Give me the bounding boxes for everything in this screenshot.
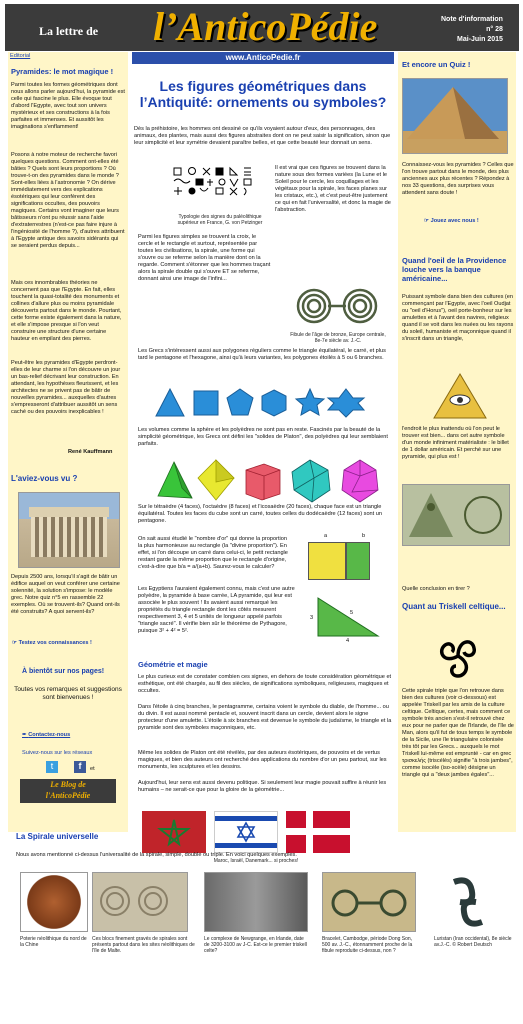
israel-stripe-top — [215, 816, 277, 821]
israel-flag — [214, 811, 278, 853]
geometry-p1: Le plus curieux est de constater combien ces signes, en dehors de toute considération géométrique et esthétique, ont été chargés, au fil des siècles, de significations symboliques, religieuses, magiques et occultes. — [138, 674, 392, 694]
spiral-text: Parmi les figures simples se trouvent la croix, le cercle et le rectangle et surtout, représentée par toutes les civilisations, la spirale, une forme qui s'ouvre ou se referme selon la manière dont on la regarde. Comment s'étonner que les hommes traçant alors la spirale double qui s'ouvre ET se referme, donnant ainsi une image de l'infini... — [138, 234, 271, 282]
issue-number: n° 28 — [486, 26, 503, 33]
polygons-svg — [154, 386, 370, 420]
denmark-cross-h — [286, 828, 350, 835]
pediment-shape — [29, 507, 109, 517]
suggestions-text: Toutes vos remarques et suggestions sont bienvenues ! — [14, 686, 122, 701]
eye-providence-title: Quand l'oeil de la Providence louche vers la banque américaine... — [402, 256, 507, 283]
luristan-object-photo[interactable] — [434, 872, 504, 932]
label-5: 5 — [350, 610, 354, 616]
geometry-p2: Dans l'étoile à cinq branches, le pentagramme, certains voient le symbole du diable, de l'homme... ou du divin. Il est aussi nommé pentacle et, souvent inscrit dans un cercle, devient alors le signe protecteur d'une amulette. L'étoile à six branches est devenue le symbole du judaïsme, le triangle et la pyramide sont des symboles maçonniques, etc. — [138, 704, 392, 731]
aviez-vous-vu-text: Depuis 2500 ans, lorsqu'il s'agit de bâtir un édifice auquel on veut conférer une certaine solennité, la solution s'impose: le modèle grec. Notre quiz n°5 en rassemble 22 exemples. Où se trouvent-ils? Quand ont-ils été construits? A quoi servent-ils? — [11, 574, 120, 615]
editorial-p4: Peut-être les pyramides d'Egypte perdront-elles de leur charme si l'on découvre un jour un bas-relief décrivant leur construction. En attendant, les hypothèses fleurissent, et les architectes ne se privent pas de bâtir de nouvelles pyramides... auxquelles d'autres s'empresseront d'attribuer aussitôt un sens caché ou des pouvoirs inexplicables ! — [11, 360, 121, 415]
bracelet-svg — [323, 873, 415, 931]
right-sidebar — [398, 52, 516, 832]
left-sidebar — [8, 52, 128, 832]
contact-link[interactable] — [22, 732, 70, 739]
cambodia-bracelet-photo[interactable] — [322, 872, 416, 932]
site-logo[interactable]: l’AnticoPédie — [153, 4, 378, 49]
social-text: Suivez-nous sur les réseaux — [22, 750, 93, 756]
triskell-text: Cette spirale triple que l'on retrouve dans bien des cultures (voir ci-dessous) est appelée Triskell par les amis de la culture celtique. Celtique, certes, mais comment ce symbole très ancien s'est-il retrouvé chez eux pour ne parler que de l'Irlande, de l'île de Man, alors qu'il fut de tous temps le symbole de la Sicile, une île triangulaire colonisée très tôt par les Grecs... auxquels le mot Triskell lui-même est emprunté - car en grec τρισκελής (triscélès) signifie "à trois jambes", comme isocèle (iso-scèle) désigne un triangle qui a "deux jambes égales"... — [402, 688, 514, 778]
quiz-title: Et encore un Quiz ! — [402, 60, 471, 69]
fibula-image[interactable] — [290, 280, 384, 332]
dollar-text: l'endroit le plus inattendu où l'on peut le trouver est bien... dans cet autre symbole d'un monde infiniment matérialiste : le billet de 1 dollar américain. Et perché sur une pyramide, qui plus est ! — [402, 426, 509, 460]
malta-spirals — [93, 873, 187, 931]
label-3: 3 — [310, 615, 314, 621]
editorial-p3: Mais ces innombrables théories ne concernent pas que l'Egypte. En fait, elles touchent la quasi-totalité des monuments et collines d'allure plus ou moins pyramidale découverts partout dans le monde. Pourtant, cette forme existe également dans la nature, et elle s'impose presque si l'on veut construire une structure d'une certaine hauteur en empilant des pierres. — [11, 280, 122, 342]
tetrahedron-text: Sur le tétraèdre (4 faces), l'octaèdre (8 faces) et l'icosaèdre (20 faces), chaque face est un triangle équilatéral. Toutes les faces du cube sont un carré, toutes celles du dodécaèdre (12 faces) sont un pentagone. — [138, 504, 382, 524]
editorial-title: Pyramides: le mot magique ! — [11, 67, 114, 76]
solids-svg — [154, 458, 380, 504]
fibula-caption: Fibule de l'âge de bronze, Europe centrale, 8e-7e siècle av. J.-C. — [290, 332, 386, 344]
eye-triangle-icon — [432, 372, 488, 422]
label-4: 4 — [346, 638, 350, 644]
issue-line1: Note d'information — [441, 16, 503, 23]
columns-shape — [31, 517, 107, 557]
geometry-magic-title: Géométrie et magie — [138, 660, 208, 669]
testez-label: Testez vos connaissances ! — [18, 640, 92, 646]
header-banner — [5, 4, 519, 51]
play-link[interactable] — [424, 218, 479, 225]
paleolithic-signs-figure — [170, 165, 266, 211]
editorial-p1: Parmi toutes les formes géométriques dont nous allons parler aujourd'hui, la pyramide est celle qui fascine le plus. Elle évoque tout d'abord l'Egypte, avec tout son univers mystérieux et ses constructions à la fois parfaites et immenses. Et aussitôt les imaginations s'enflamment! — [11, 82, 125, 130]
triskell-title: Quant au Triskell celtique... — [402, 602, 506, 611]
eye-svg — [432, 372, 488, 422]
caption-newgrange: Le complexe de Newgrange, en Irlande, date de 3200-3100 av J-C. Est-ce le premier triskell celte? — [204, 936, 307, 954]
caption-bracelet: Bracelet, Cambodge, période Dong Son, 500 av. J.-C., étonnamment proche de la fibule reproduite ci-dessus, non ? — [322, 936, 413, 954]
testez-link[interactable] — [12, 640, 92, 647]
facebook-icon[interactable]: f — [74, 761, 86, 773]
polygons-text: Les Grecs s'intéressent aussi aux polygones réguliers comme le triangle équilatéral, le carré, et plus tard le pentagone et l'hexagone, ainsi qu'à leurs variantes, les polygones étoilés à 5 ou 6 branches. — [138, 348, 386, 361]
spiral-section-intro: Nous avons mentionné ci-dessus l'universalité de la spirale, simple, double ou triple. En voici quelques exemples. — [16, 852, 297, 858]
site-url-bar[interactable]: www.AnticoPedie.fr — [132, 52, 394, 64]
intro-text: Dès la préhistoire, les hommes ont dessiné ce qu'ils voyaient autour d'eux, des personnages, des animaux, des plantes, mais aussi des figures abstraites dont on ne peut saisir la signification, sinon que leur simplicité et leur symétrie devaient paraître belles, et que cette beauté leur donnait un sens. — [134, 126, 391, 146]
contact-label: Contactez-nous — [28, 732, 71, 738]
blog-line2: l'AnticoPédie — [45, 791, 91, 800]
twitter-icon[interactable]: t — [46, 761, 58, 773]
fibula-svg — [290, 280, 384, 332]
editorial-signature: René Kauffmann — [68, 449, 113, 455]
pointer-hand-icon: ☞ — [424, 218, 431, 224]
dollar-svg — [403, 485, 509, 545]
pyramid-photo[interactable] — [402, 78, 508, 154]
signs-svg — [170, 165, 266, 211]
platonic-solids — [154, 458, 380, 504]
morocco-flag — [142, 811, 206, 853]
blog-banner[interactable] — [20, 779, 116, 803]
golden-remainder — [346, 542, 370, 580]
play-label: Jouez avec nous ! — [430, 218, 479, 224]
morocco-star — [142, 811, 206, 853]
golden-square — [308, 542, 346, 580]
golden-ratio-text: On sait aussi étudié le "nombre d'or" qui donne la proportion la plus harmonieuse au rectangle (la "divine proportion"). En effet, si l'on découpe un carré dans celui-ci, le petit rectangle restant garde la même proportion que le rectangle d'origine, c'est-à-dire que b/a = a/(a+b). Saurez-vous le calculer? — [138, 536, 288, 570]
label-b: b — [362, 533, 366, 539]
blog-line1: Le Blog de — [50, 780, 86, 789]
sacred-triangle-figure — [306, 590, 392, 648]
aviez-vous-vu-title: L'aviez-vous vu ? — [11, 474, 78, 483]
pen-icon: ✒ — [22, 732, 29, 738]
label-a: a — [324, 533, 328, 539]
polygons-row — [154, 386, 370, 420]
malta-blocks-photo[interactable] — [92, 872, 188, 932]
quiz-text: Connaissez-vous les pyramides ? Celles que l'on trouve partout dans le monde, des plus anciennes aux plus récentes ? Répondez à nos 33 questions, des surprises vous attendent sans doute ! — [402, 162, 514, 196]
geometry-p4: Aujourd'hui, leur sens est aussi devenu politique. Si seulement leur magie pouvait suffire à réunir les humains – ne serait-ce que pour la gloire de la géométrie... — [138, 780, 387, 793]
chinese-pottery-photo[interactable] — [20, 872, 88, 932]
flags-caption: Maroc, Israël, Danemark... si proches! — [213, 858, 299, 864]
caption-pottery: Poterie néolithique du nord de la Chine — [20, 936, 87, 948]
eye-providence-text: Puissant symbole dans bien des cultures (en commençant par l'Egypte, avec l'oeil Oudjat ou "oeil d'Horus"), oeil porte-bonheur sur les amulettes et à l'avant des navires, religieux quand il se voit dans les nuées ou les rayons du soleil, humaniste et maçonnique quand il s'inscrit dans un triangle, — [402, 294, 514, 342]
caption-luristan: Luristan (Iran occidental), 8e siècle av.J.-C. © Robert Deutsch — [434, 936, 512, 948]
pyramid-svg — [403, 79, 507, 153]
conclusion-text: Quelle conclusion en tirer ? — [402, 586, 470, 592]
golden-rectangle-figure — [306, 532, 392, 582]
header-lettre: La lettre de — [39, 24, 99, 38]
egyptians-text: Les Egyptiens l'auraient également connu, mais c'est une autre polyèdre, la pyramide à base carrée, LA pyramide, qui leur est associée le plus souvent ! Ils avaient aussi remarqué les propriétés du triangle rectangle dont les côtés mesurent respectivement 3, 4 et 5 unités de longueur appelé parfois "triangle sacré". Il vérifie bien sûr le théorème de Pythagore, puisque 3² + 4² = 5². — [138, 586, 295, 634]
luristan-svg — [434, 872, 504, 932]
issue-date: Mai-Juin 2015 — [457, 36, 503, 43]
british-museum-photo[interactable] — [18, 492, 120, 568]
caption-malta: Ces blocs finement gravés de spirales sont présents partout dans les sites néolithiques de l'île de Malte. — [92, 936, 195, 954]
volumes-text: Les volumes comme la sphère et les polyèdres ne sont pas en reste. Fascinés par la beauté de la simplicité géométrique, les Grecs ont défini les "solides de Platon", des polyèdres qui leur semblaient parfaits. — [138, 427, 388, 447]
triskell-icon — [430, 628, 486, 684]
article-title: Les figures géométriques dans l’Antiquité: ornements ou symboles? — [139, 78, 387, 110]
bientot-heading: À bientôt sur nos pages! — [22, 668, 105, 675]
denmark-flag — [286, 811, 350, 853]
israel-stripe-bottom — [215, 843, 277, 848]
triskell-svg — [430, 628, 486, 684]
signs-caption: Typologie des signes du paléolithique supérieur en France, G. von Petzinger — [177, 214, 263, 226]
nature-text: Il est vrai que ces figures se trouvent dans la nature sous des formes variées (la Lune et le Soleil pour le cercle, les coquillages et les végétaux pour la spirale, les faces planes sur les cristaux, etc.), et c'est peut-être justement ce qui en fait l'universalité, et donc la magie de l'abstraction. — [275, 165, 391, 213]
and-text: et — [90, 766, 95, 772]
editorial-p2: Posons à notre moteur de recherche favori quelques questions. Comment ont-elles été bâties ? Quels sont leurs proportions ? Où trouve-t-on des pyramides dans le monde ? Sont-elles liées à l'astronomie ? On dérive immédiatement vers des explications ésotériques qui leur confèrent des significations occultes, des pouvoirs magiques. Certains vont imaginer que leurs bâtisseurs n'ont pu réussir sans l'aide d'extraterrestres (n'est-ce pas faire injure à l'ingéniosité de l'homme ?), d'autres attribuent à l'Egypte antique des savoirs sidérants qui se seraient perdus depuis... — [11, 152, 125, 249]
issue-info — [441, 15, 503, 45]
newgrange-photo[interactable] — [204, 872, 308, 932]
editorial-label: Editorial — [10, 53, 31, 59]
geometry-p3: Même les solides de Platon ont été révélés, par des auteurs ésotériques, de pouvoirs et de vertus magiques, et bien des auteurs ont recherché des applications du nombre d'or un peu partout, sur les monuments, les sculptures et les dessins. — [138, 750, 387, 770]
spiral-section-title: La Spirale universelle — [16, 832, 99, 841]
dollar-bill-photo[interactable] — [402, 484, 510, 546]
pointer-hand-icon: ☞ — [12, 640, 19, 646]
